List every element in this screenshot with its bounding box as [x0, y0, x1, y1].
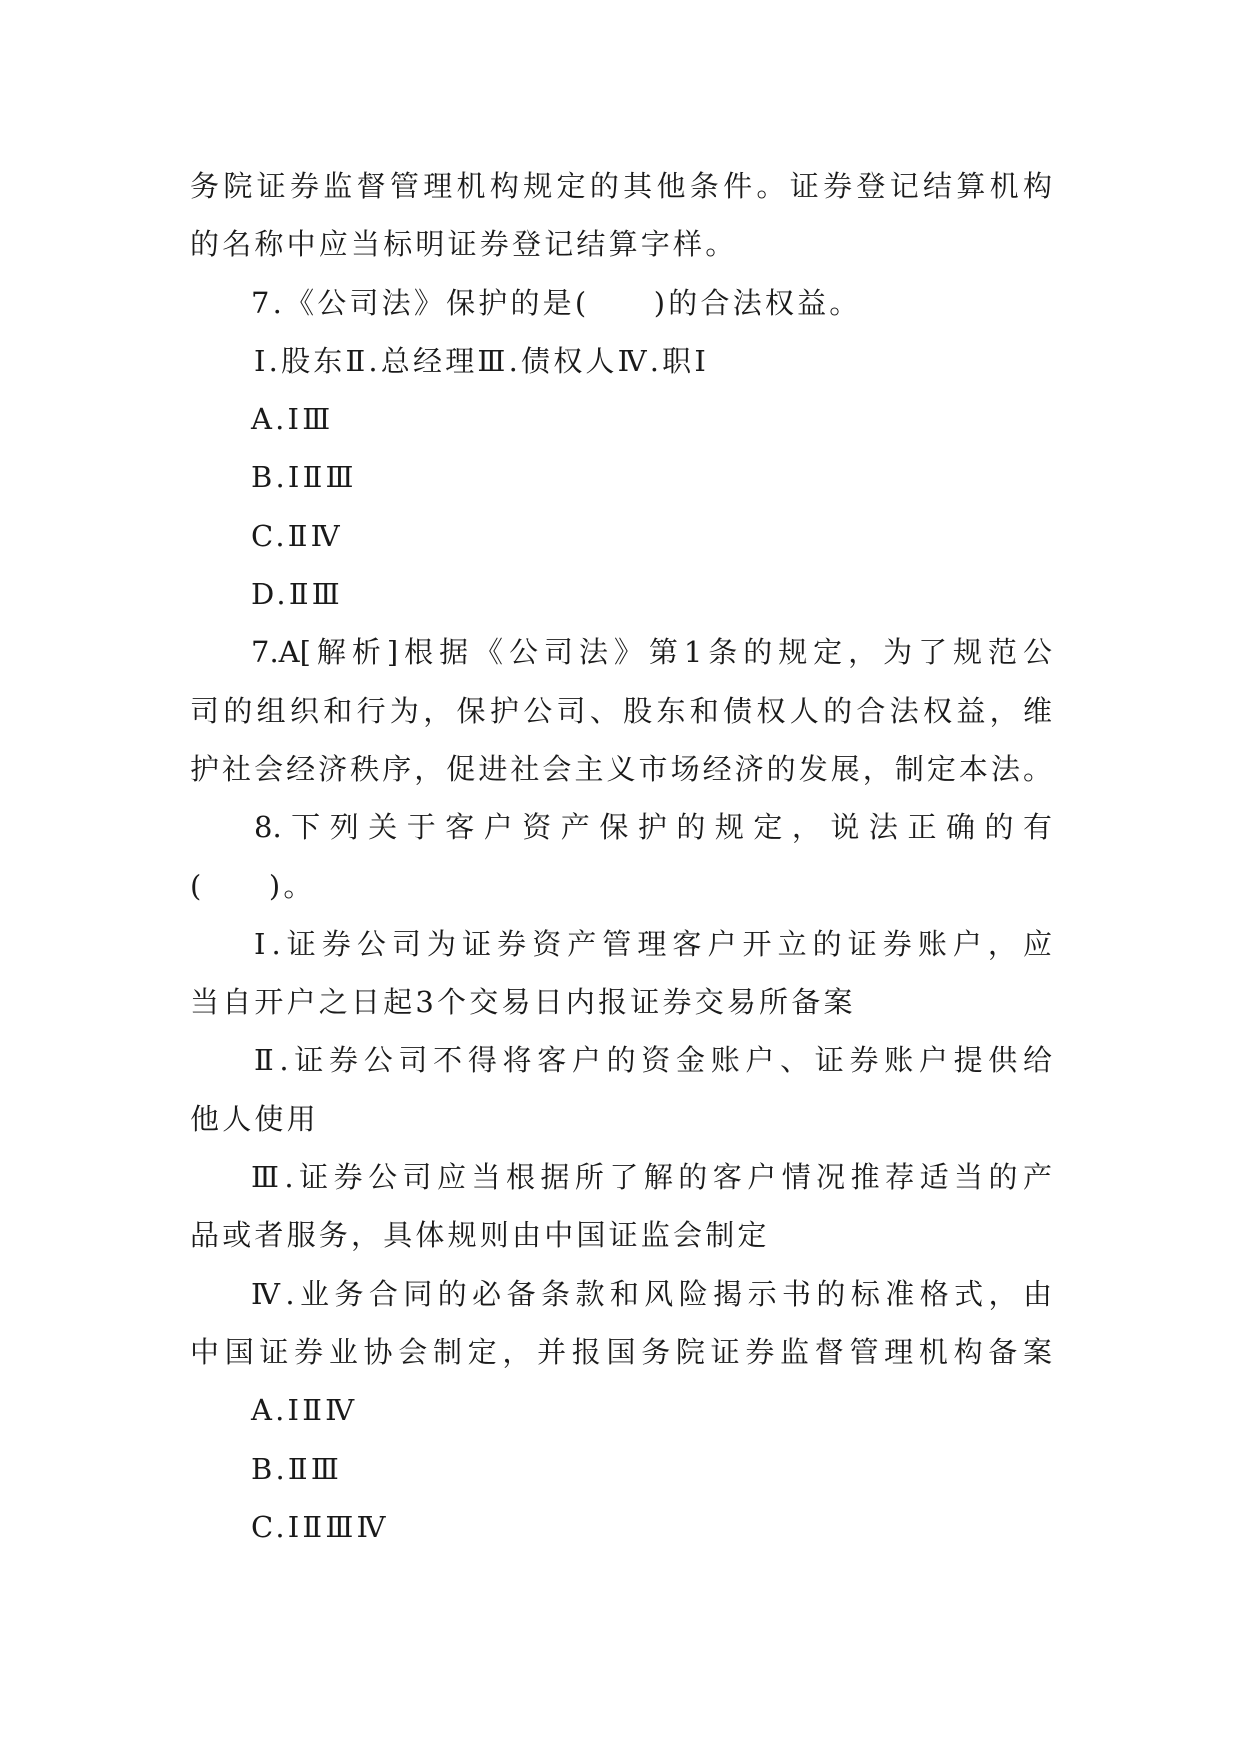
question-8-statement-4: Ⅳ.业务合同的必备条款和风险揭示书的标准格式，由 [251, 1276, 1052, 1311]
question-7-option-b: B.ⅠⅡⅢ [251, 460, 357, 495]
text-line: 护社会经济秩序，促进社会主义市场经济的发展，制定本法。 [190, 751, 1052, 786]
question-7-statements: Ⅰ.股东Ⅱ.总经理Ⅲ.债权人Ⅳ.职Ⅰ [254, 343, 710, 378]
question-8-option-a: A.ⅠⅡⅣ [251, 1393, 358, 1428]
question-7: 7.《公司法》保护的是( )的合法权益。 [251, 285, 862, 320]
question-8-option-b: B.ⅡⅢ [251, 1451, 343, 1486]
text-line: 司的组织和行为，保护公司、股东和债权人的合法权益，维 [190, 693, 1052, 728]
document-body [190, 157, 1052, 1556]
question-8-statement-1: Ⅰ.证券公司为证券资产管理客户开立的证券账户，应 [254, 926, 1052, 961]
text-line: 他人使用 [190, 1101, 319, 1136]
text-line: 的名称中应当标明证券登记结算字样。 [190, 227, 738, 262]
question-7-option-a: A.ⅠⅢ [251, 402, 334, 437]
question-8: 8.下列关于客户资产保护的规定，说法正确的有 [254, 810, 1052, 845]
text-line: 当自开户之日起3个交易日内报证券交易所备案 [190, 985, 856, 1020]
question-8-statement-3: Ⅲ.证券公司应当根据所了解的客户情况推荐适当的产 [251, 1160, 1052, 1195]
text-line: 务院证券监督管理机构规定的其他条件。证券登记结算机构 [190, 169, 1052, 203]
text-line: 中国证券业协会制定，并报国务院证券监督管理机构备案 [190, 1334, 1052, 1369]
text-line: 品或者服务，具体规则由中国证监会制定 [190, 1218, 770, 1253]
question-7-analysis: 7.A[解析]根据《公司法》第1条的规定，为了规范公 [251, 635, 1052, 670]
question-7-option-d: D.ⅡⅢ [251, 577, 343, 612]
text-line: ( )。 [190, 868, 316, 903]
question-7-option-c: C.ⅡⅣ [251, 518, 343, 553]
question-8-statement-2: Ⅱ.证券公司不得将客户的资金账户、证券账户提供给 [254, 1043, 1052, 1078]
question-8-option-c: C.ⅠⅡⅢⅣ [251, 1509, 389, 1544]
